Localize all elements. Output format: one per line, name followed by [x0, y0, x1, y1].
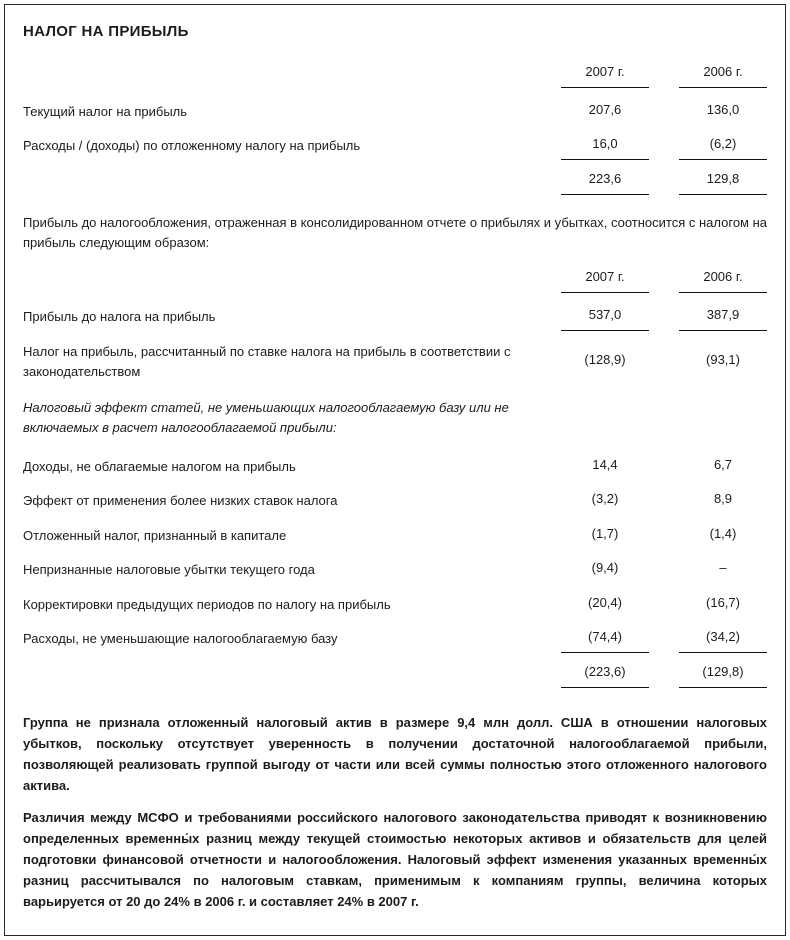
note-paragraph: Группа не признала отложенный налоговый актив в размере 9,4 млн долл. США в отношении налоговых убытков, поскольку отсутствует уверенность в получении достаточной налогооблагаемой прибыли, позволяющей реализовать группой выгоду от части или всей суммы полностью этого отложенного налогового актива. [23, 714, 767, 793]
table1-total-row [23, 171, 767, 195]
value-2006: (1,4) [709, 525, 737, 541]
tax-effect-section-note: Налоговый эффект статей, не уменьшающих налогооблагаемую базу или не включаемых в расчет налогооблагаемой прибыли: [23, 400, 509, 436]
total-2007: 223,6 [561, 171, 649, 195]
value-2007: (9,4) [591, 560, 619, 576]
row-label: Налог на прибыль, рассчитанный по ставке налога на прибыль в соответствии с законодательством [23, 344, 511, 379]
total-2006: (129,8) [679, 664, 767, 688]
total-2006: 129,8 [679, 171, 767, 195]
table-row [23, 136, 767, 160]
value-2006: – [719, 560, 727, 576]
value-2007: 16,0 [561, 136, 649, 160]
table2-header-2007: 2007 г. [561, 269, 649, 293]
value-2006: 387,9 [679, 307, 767, 331]
table-row [23, 491, 767, 511]
table2-total-row [23, 664, 767, 688]
page-title: НАЛОГ НА ПРИБЫЛЬ [23, 23, 189, 40]
table2-header-2006: 2006 г. [679, 269, 767, 293]
row-label: Расходы, не уменьшающие налогооблагаемую базу [23, 631, 338, 647]
value-2006: (16,7) [706, 594, 740, 610]
note-paragraph: Различия между МСФО и требованиями российского налогового законодательства приводят к возникновению определенных временны́х разниц между текущей стоимостью некоторых активов и обязательств для целей подготовки финансовой отчетности и налогообложения. Налоговый эффект изменения указанных временны́х разниц рассчитывался по налоговым ставкам, применимым к компаниям группы, величина которых варьируется от 20 до 24% в 2006 г. и составляет 24% в 2007 г. [23, 809, 767, 910]
value-2006: (34,2) [679, 629, 767, 653]
value-2007: 537,0 [561, 307, 649, 331]
notes-section [23, 712, 767, 912]
row-label: Прибыль до налога на прибыль [23, 309, 216, 325]
total-2007: (223,6) [561, 664, 649, 688]
table-row [23, 526, 767, 546]
table1-header-row [23, 64, 767, 88]
table1-header-2006: 2006 г. [679, 64, 767, 88]
value-2006: (93,1) [706, 352, 740, 368]
table2-header-row [23, 269, 767, 293]
row-label: Доходы, не облагаемые налогом на прибыль [23, 458, 296, 474]
table-row [23, 342, 767, 381]
value-2007: (74,4) [561, 629, 649, 653]
table-row [23, 307, 767, 331]
table-row [23, 595, 767, 615]
value-2006: (6,2) [679, 136, 767, 160]
table-row [23, 102, 767, 122]
value-2006: 8,9 [713, 491, 733, 507]
value-2007: (128,9) [584, 352, 626, 368]
value-2007: (1,7) [591, 525, 619, 541]
row-label: Корректировки предыдущих периодов по налогу на прибыль [23, 596, 391, 612]
value-2007: (20,4) [588, 594, 622, 610]
row-label: Расходы / (доходы) по отложенному налогу на прибыль [23, 138, 361, 154]
value-2006: 6,7 [713, 456, 733, 472]
value-2007: (3,2) [591, 491, 619, 507]
row-label: Текущий налог на прибыль [23, 103, 188, 119]
value-2007: 207,6 [588, 101, 622, 117]
value-2006: 136,0 [706, 101, 740, 117]
row-label: Отложенный налог, признанный в капитале [23, 527, 287, 543]
row-label: Непризнанные налоговые убытки текущего года [23, 562, 315, 578]
document-page [4, 4, 786, 936]
table-row [23, 629, 767, 653]
table-row [23, 560, 767, 580]
value-2007: 14,4 [592, 456, 618, 472]
table1-header-2007: 2007 г. [561, 64, 649, 88]
reconciliation-intro: Прибыль до налогообложения, отраженная в консолидированном отчете о прибылях и убытках, соотносится с налогом на прибыль следующим образом: [23, 215, 768, 251]
table-row [23, 457, 767, 477]
row-label: Эффект от применения более низких ставок налога [23, 493, 338, 509]
